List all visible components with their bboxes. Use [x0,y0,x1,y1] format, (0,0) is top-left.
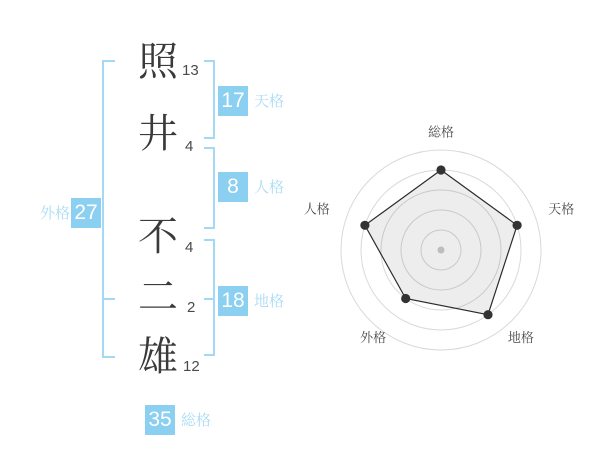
stroke-count: 4 [185,239,194,256]
radar-vertex-dot [360,221,369,230]
radar-vertex-dot [483,310,492,319]
radar-vertex-dot [401,294,410,303]
stroke-count: 13 [182,62,199,79]
stroke-count: 2 [187,299,196,316]
radar-vertex-dot [436,165,445,174]
jinkaku-badge: 8 [218,172,248,202]
radar-axis-label: 総格 [427,124,455,140]
radar-vertex-dot [513,221,522,230]
name-character: 雄 [138,335,178,379]
tenkaku-badge: 17 [218,86,248,116]
soukaku-label: 総格 [181,412,212,429]
chikaku-bracket-mid-tick [204,298,215,300]
radar-axis-label: 人格 [303,201,330,217]
gaikaku-bracket [102,60,115,358]
name-character: 不 [138,215,178,259]
tenkaku-label: 天格 [254,93,285,110]
name-character: 二 [138,275,178,319]
tenkaku-bracket [204,60,215,139]
chikaku-badge: 18 [218,286,248,316]
radar-data-polygon [365,170,517,315]
gaikaku-badge: 27 [71,198,101,228]
jinkaku-label: 人格 [254,179,285,196]
radar-center-dot [438,247,445,254]
soukaku-badge: 35 [145,405,175,435]
gaikaku-label: 外格 [40,205,71,222]
stroke-count: 4 [185,138,194,155]
gaikaku-bracket-mid-tick [102,298,115,300]
jinkaku-bracket [204,147,215,229]
radar-chart [300,95,590,375]
stroke-count: 12 [183,358,200,375]
name-character: 照 [138,40,178,84]
radar-axis-label: 地格 [507,329,534,345]
radar-axis-label: 外格 [360,329,387,345]
radar-axis-label: 天格 [548,201,575,217]
chikaku-label: 地格 [254,293,285,310]
name-character: 井 [138,112,178,156]
